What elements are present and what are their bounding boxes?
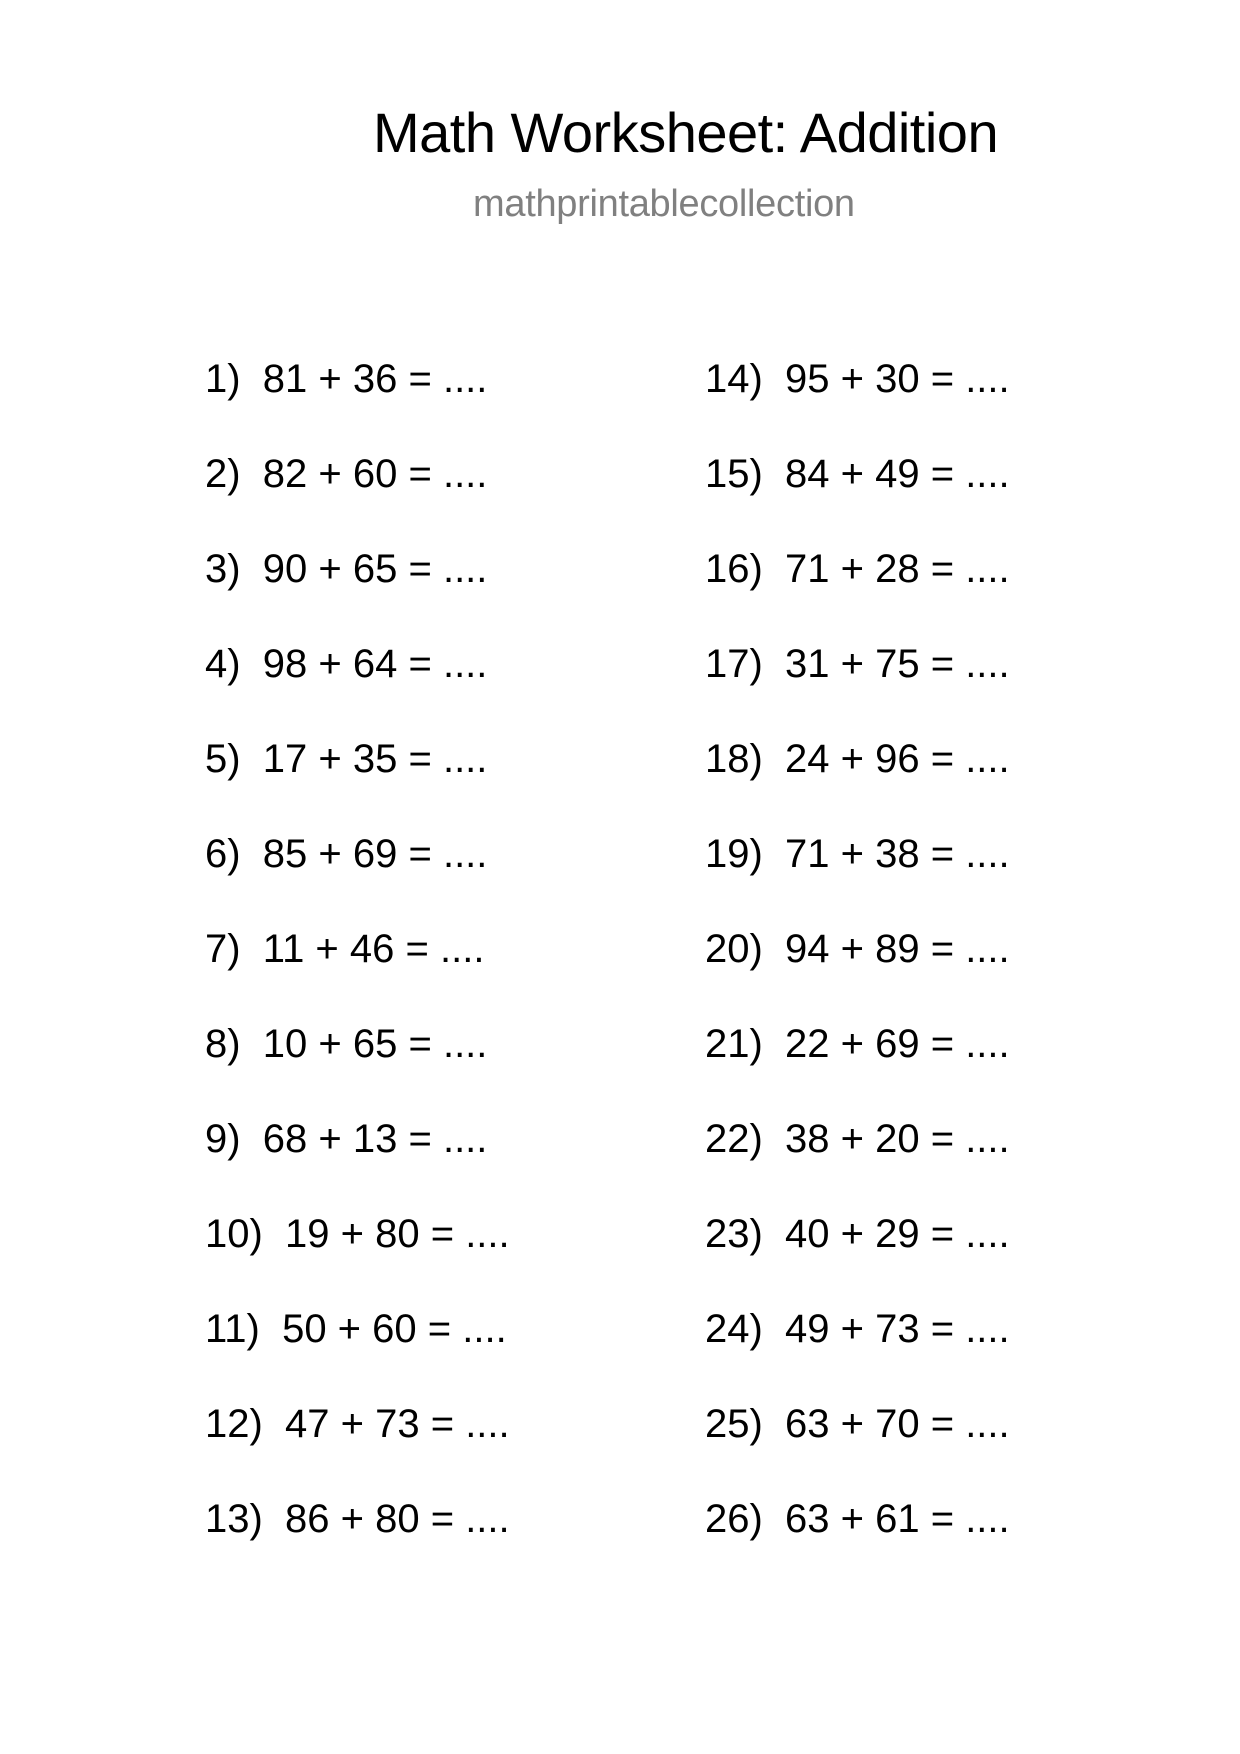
problem-2: 2) 82 + 60 = .... xyxy=(205,452,488,496)
problem-13: 13) 86 + 80 = .... xyxy=(205,1497,510,1541)
problem-3: 3) 90 + 65 = .... xyxy=(205,547,488,591)
problem-column-left xyxy=(205,356,510,1591)
problem-15: 15) 84 + 49 = .... xyxy=(705,452,1010,496)
page-subtitle: mathprintablecollection xyxy=(473,183,855,225)
problem-18: 18) 24 + 96 = .... xyxy=(705,737,1010,781)
problem-6: 6) 85 + 69 = .... xyxy=(205,832,488,876)
problem-25: 25) 63 + 70 = .... xyxy=(705,1402,1010,1446)
problem-22: 22) 38 + 20 = .... xyxy=(705,1117,1010,1161)
problem-20: 20) 94 + 89 = .... xyxy=(705,927,1010,971)
problem-9: 9) 68 + 13 = .... xyxy=(205,1117,488,1161)
problem-8: 8) 10 + 65 = .... xyxy=(205,1022,488,1066)
page-title: Math Worksheet: Addition xyxy=(373,101,999,164)
problem-11: 11) 50 + 60 = .... xyxy=(205,1307,507,1351)
problem-12: 12) 47 + 73 = .... xyxy=(205,1402,510,1446)
problem-7: 7) 11 + 46 = .... xyxy=(205,927,485,971)
problem-10: 10) 19 + 80 = .... xyxy=(205,1212,510,1256)
problem-4: 4) 98 + 64 = .... xyxy=(205,642,488,686)
problem-5: 5) 17 + 35 = .... xyxy=(205,737,488,781)
problem-24: 24) 49 + 73 = .... xyxy=(705,1307,1010,1351)
problem-23: 23) 40 + 29 = .... xyxy=(705,1212,1010,1256)
problem-17: 17) 31 + 75 = .... xyxy=(705,642,1010,686)
problem-column-right xyxy=(705,356,1010,1591)
problem-26: 26) 63 + 61 = .... xyxy=(705,1497,1010,1541)
problem-16: 16) 71 + 28 = .... xyxy=(705,547,1010,591)
problem-21: 21) 22 + 69 = .... xyxy=(705,1022,1010,1066)
problem-19: 19) 71 + 38 = .... xyxy=(705,832,1010,876)
problem-1: 1) 81 + 36 = .... xyxy=(205,357,488,401)
problem-14: 14) 95 + 30 = .... xyxy=(705,357,1010,401)
